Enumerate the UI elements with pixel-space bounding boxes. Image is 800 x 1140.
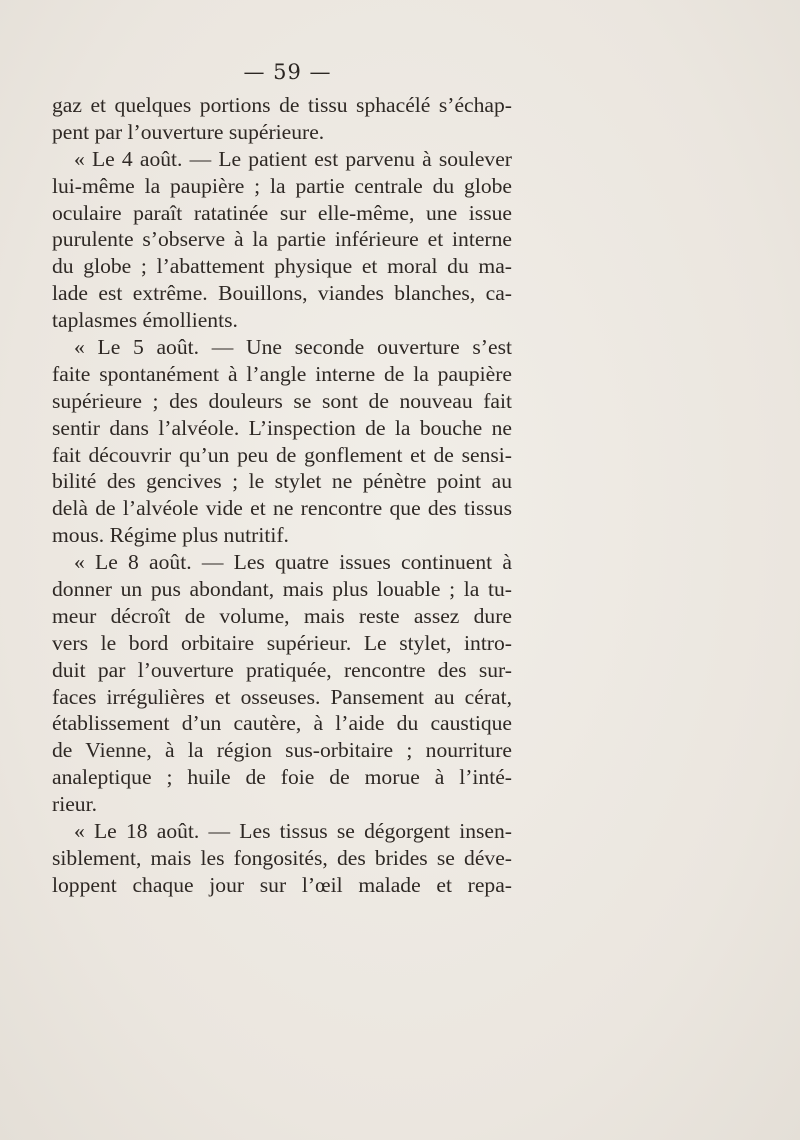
text-line: mous. Régime plus nutritif. <box>52 523 289 548</box>
text-line: analeptique ; huile de foie de morue à l’inté- <box>52 765 512 790</box>
text-line: bilité des gencives ; le stylet ne pénètre point au <box>52 469 512 494</box>
page-number: — 59 — <box>243 60 332 84</box>
text-line: meur décroît de volume, mais reste assez dure <box>52 603 512 628</box>
text-line: lui-même la paupière ; la partie centrale du globe <box>52 173 512 198</box>
text-line: de Vienne, à la région sus-orbitaire ; nourriture <box>52 738 512 763</box>
text-line: faite spontanément à l’angle interne de la paupière <box>52 361 512 386</box>
text-line: faces irrégulières et osseuses. Pansement au cérat, <box>52 684 512 709</box>
text-line: lade est extrême. Bouillons, viandes blanches, ca- <box>52 281 512 306</box>
text-line: gaz et quelques portions de tissu sphacélé s’échap- <box>52 93 512 117</box>
text-line: taplasmes émollients. <box>52 308 238 333</box>
text-line: pent par l’ouverture supérieure. <box>52 119 325 144</box>
text-line: « Le 5 août. — Une seconde ouverture s’est <box>74 335 512 360</box>
text-line: oculaire paraît ratatinée sur elle-même, une issue <box>52 200 512 225</box>
text-line: duit par l’ouverture pratiquée, rencontre des sur- <box>52 657 512 682</box>
text-line: donner un pus abondant, mais plus louable ; la tu- <box>52 577 512 602</box>
text-line: « Le 4 août. — Le patient est parvenu à soulever <box>74 146 512 171</box>
text-line: loppent chaque jour sur l’œil malade et repa- <box>52 872 512 897</box>
text-line: établissement d’un cautère, à l’aide du caustique <box>52 711 512 736</box>
text-line: purulente s’observe à la partie inférieure et interne <box>52 227 512 252</box>
body-text <box>52 92 512 899</box>
text-line: sentir dans l’alvéole. L’inspection de la bouche ne <box>52 415 512 440</box>
text-line: vers le bord orbitaire supérieur. Le stylet, intro- <box>52 630 512 655</box>
text-line: siblement, mais les fongosités, des brides se déve- <box>52 845 512 870</box>
text-line: rieur. <box>52 792 97 817</box>
text-line: delà de l’alvéole vide et ne rencontre que des tissus <box>52 496 512 521</box>
text-line: « Le 18 août. — Les tissus se dégorgent insen- <box>74 819 512 844</box>
text-line: fait découvrir qu’un peu de gonflement et de sensi- <box>52 442 512 467</box>
text-line: du globe ; l’abattement physique et moral du ma- <box>52 254 512 279</box>
text-line: supérieure ; des douleurs se sont de nouveau fait <box>52 388 512 413</box>
text-line: « Le 8 août. — Les quatre issues continuent à <box>74 550 512 575</box>
